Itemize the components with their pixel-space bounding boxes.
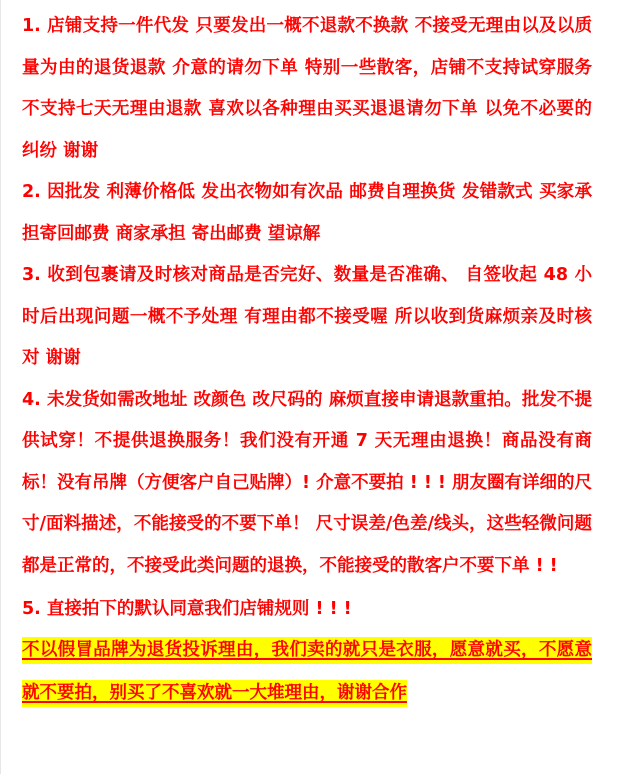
- highlighted-notice-text: 不以假冒品牌为退货投诉理由，我们卖的就只是衣服，愿意就买，不愿意就不要拍，别买了不喜欢就一大堆理由，谢谢合作: [22, 637, 592, 707]
- rule-paragraph-1: 1. 店铺支持一件代发 只要发出一概不退款不换款 不接受无理由以及以质量为由的退货退款 介意的请勿下单 特别一些散客，店铺不支持试穿服务 不支持七天无理由退款 喜欢以各种理由买买退退请勿下单 以免不必要的纠纷 谢谢: [22, 16, 592, 161]
- rule-paragraph-5: 5. 直接拍下的默认同意我们店铺规则 ! ! !: [22, 599, 352, 619]
- page-edge: [0, 0, 1, 774]
- highlighted-notice: [22, 629, 592, 715]
- rule-paragraph-2: 2. 因批发 利薄价格低 发出衣物如有次品 邮费自理换货 发错款式 买家承担寄回邮费 商家承担 寄出邮费 望谅解: [22, 182, 592, 244]
- rule-paragraph-4: 4. 未发货如需改地址 改颜色 改尺码的 麻烦直接申请退款重拍。批发不提供试穿！不提供退换服务！我们没有开通 7 天无理由退换！商品没有商标！没有吊牌（方便客户自己贴牌）! 介意不要拍 ! ! ! 朋友圈有详细的尺寸/面料描述，不能接受的不要下单！ 尺寸误差/色差/线头，这些轻微问题都是正常的，不接受此类问题的退换，不能接受的散客户不要下单 ! !: [22, 389, 592, 576]
- rule-paragraph-3: 3. 收到包裹请及时核对商品是否完好、数量是否准确、 自签收起 48 小时后出现问题一概不予处理 有理由都不接受喔 所以收到货麻烦亲及时核对 谢谢: [22, 265, 592, 368]
- document-body: [22, 6, 592, 715]
